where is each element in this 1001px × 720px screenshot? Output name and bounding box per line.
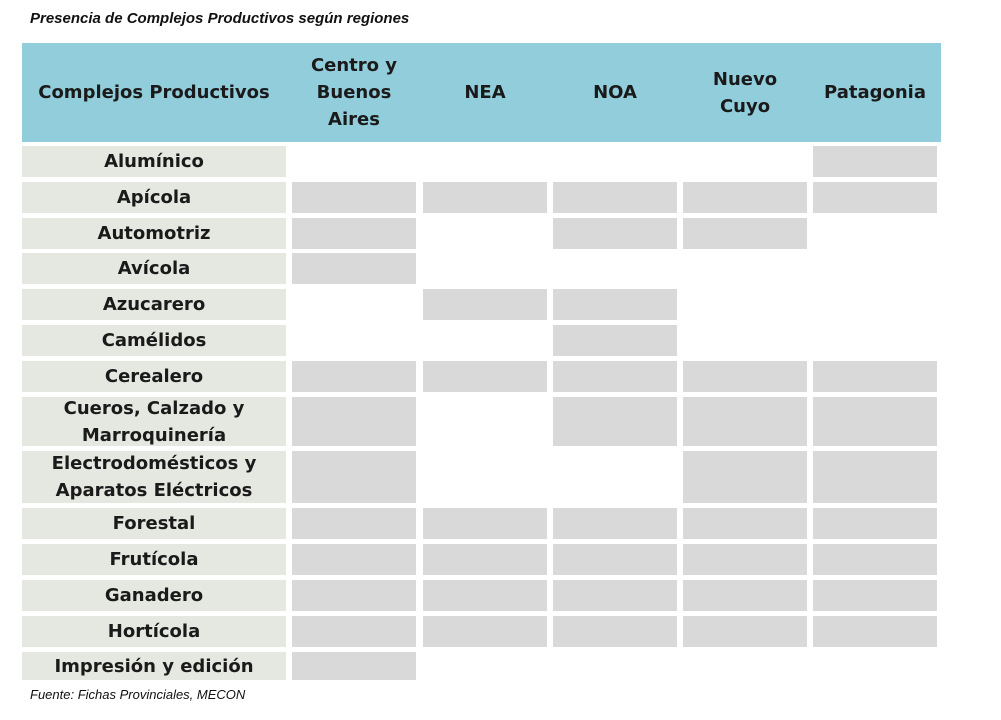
presence-cell [683,451,807,503]
presence-cell [292,580,416,611]
presence-cell [292,652,416,680]
row-label: Impresión y edición [22,652,286,680]
presence-cell [813,397,937,446]
presence-cell [553,218,677,249]
presence-cell [683,580,807,611]
row-label: Alumínico [22,146,286,177]
presence-cell [683,508,807,539]
presence-cell [553,182,677,213]
row-label: Frutícola [22,544,286,575]
header-nea: NEA [464,82,506,103]
presence-cell [423,508,547,539]
presence-cell [553,289,677,320]
presence-cell [553,616,677,647]
presence-cell [292,508,416,539]
presence-cell [553,508,677,539]
presence-cell [683,361,807,392]
row-label: Cueros, Calzado y Marroquinería [22,397,286,446]
header-noa: NOA [593,82,637,103]
header-centro-buenos-aires: Centro y Buenos Aires [310,55,398,130]
presence-cell [292,218,416,249]
presence-cell [813,508,937,539]
presence-cell [813,361,937,392]
row-label: Ganadero [22,580,286,611]
row-label: Apícola [22,182,286,213]
presence-cell [683,616,807,647]
presence-cell [683,397,807,446]
table-header [22,43,941,142]
presence-cell [813,616,937,647]
presence-cell [683,182,807,213]
header-nuevo-cuyo: Nuevo Cuyo [712,68,778,117]
row-label: Cerealero [22,361,286,392]
row-label: Electrodomésticos y Aparatos Eléctricos [22,451,286,503]
row-label: Automotriz [22,218,286,249]
presence-cell [292,544,416,575]
presence-cell [553,544,677,575]
presence-cell [813,146,937,177]
presence-cell [683,544,807,575]
presence-cell [683,218,807,249]
presence-cell [292,451,416,503]
row-label: Camélidos [22,325,286,356]
presence-cell [292,616,416,647]
presence-cell [423,616,547,647]
presence-cell [423,361,547,392]
presence-cell [292,253,416,284]
presence-cell [423,182,547,213]
chart-title: Presencia de Complejos Productivos según regiones [30,10,410,27]
presence-cell [292,397,416,446]
presence-cell [813,451,937,503]
presence-cell [423,544,547,575]
presence-cell [813,182,937,213]
presence-cell [813,544,937,575]
presence-cell [423,580,547,611]
row-label: Azucarero [22,289,286,320]
header-complejos: Complejos Productivos [38,82,270,103]
presence-cell [292,182,416,213]
source-note: Fuente: Fichas Provinciales, MECON [30,687,246,702]
presence-cell [423,289,547,320]
presence-cell [553,325,677,356]
presence-cell [292,361,416,392]
presence-cell [553,397,677,446]
row-label: Hortícola [22,616,286,647]
presence-cell [553,361,677,392]
row-label: Avícola [22,253,286,284]
row-label: Forestal [22,508,286,539]
presence-cell [553,580,677,611]
header-patagonia: Patagonia [824,82,926,103]
presence-cell [813,580,937,611]
